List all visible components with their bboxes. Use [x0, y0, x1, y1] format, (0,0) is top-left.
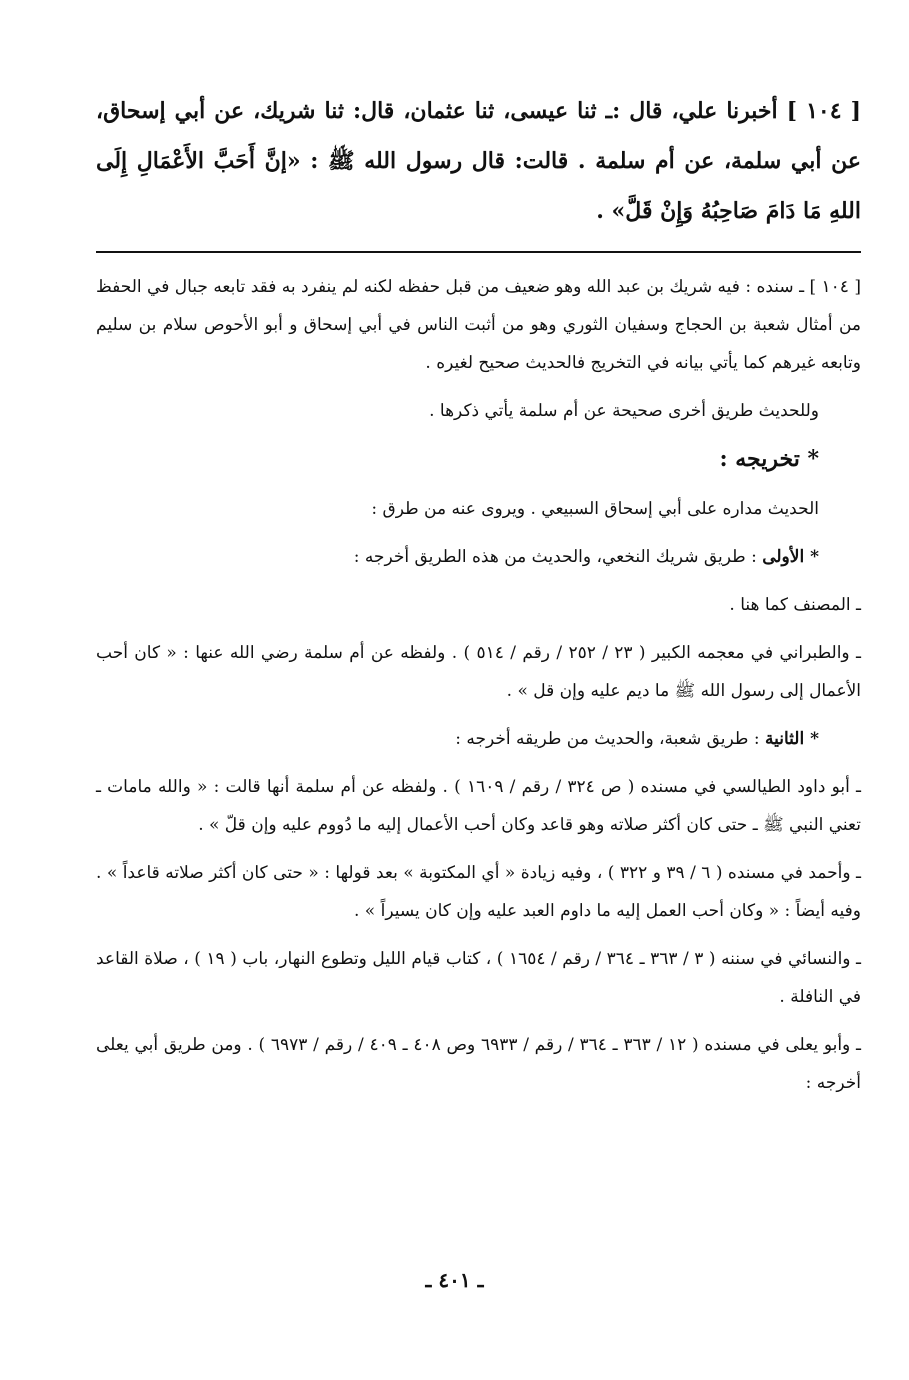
main-text	[96, 86, 861, 236]
source-ahmad: ـ وأحمد في مسنده ( ٦ / ٣٩ و ٣٢٢ ) ، وفيه زيادة « أي المكتوبة » بعد قولها : « حتى كان أكثر صلاته قاعداً » . وفيه أيضاً : « وكان أحب العمل إليه ما داوم العبد عليه وإن كان يسيراً » .	[96, 863, 861, 921]
route-first	[96, 538, 861, 576]
source-musannif: ـ المصنف كما هنا .	[729, 595, 861, 615]
footnote-divider	[96, 251, 861, 253]
route-second	[96, 720, 861, 758]
hadith-paragraph: [ ١٠٤ ] أخبرنا علي، قال :ـ ثنا عيسى، ثنا عثمان، قال: ثنا شريك، عن أبي إسحاق، عن أبي سلمة، عن أم سلمة . قالت: قال رسول الله ﷺ : «إنَّ أَحَبَّ الأَعْمَالِ إِلَى اللهِ مَا دَامَ صَاحِبُهُ وَإِنْ قَلَّ» .	[96, 98, 861, 224]
takhrij-intro: الحديث مداره على أبي إسحاق السبيعي . ويروى عنه من طرق :	[371, 499, 819, 519]
page-number: ـ ٤٠١ ـ	[425, 1268, 484, 1292]
footnotes	[96, 268, 861, 1112]
takhrij-heading: * تخريجه :	[719, 446, 819, 472]
source-nasai: ـ والنسائي في سننه ( ٣ / ٣٦٣ ـ ٣٦٤ / رقم / ١٦٥٤ ) ، كتاب قيام الليل وتطوع النهار، باب ( ١٩ ) ، صلاة القاعد في النافلة .	[96, 949, 861, 1007]
route-first-text: : طريق شريك النخعي، والحديث من هذه الطريق أخرجه :	[353, 547, 757, 567]
route-first-label: * الأولى	[762, 547, 819, 567]
route-second-label: * الثانية	[765, 729, 819, 749]
chain-note: [ ١٠٤ ] ـ سنده : فيه شريك بن عبد الله وهو ضعيف من قبل حفظه لكنه لم ينفرد به فقد تابعه جبال في الحفظ من أمثال شعبة بن الحجاج وسفيان الثوري وهو من أثبت الناس في أبي إسحاق و أبو الأحوص سلام بن سليم وتابعه غيرهم كما يأتي بيانه في التخريج فالحديث صحيح لغيره .	[96, 277, 861, 373]
source-tabarani: ـ والطبراني في معجمه الكبير ( ٢٣ / ٢٥٢ / رقم / ٥١٤ ) . ولفظه عن أم سلمة رضي الله عنها : « كان أحب الأعمال إلى رسول الله ﷺ ما ديم عليه وإن قل » .	[96, 643, 861, 701]
other-route-note: وللحديث طريق أخرى صحيحة عن أم سلمة يأتي ذكرها .	[429, 401, 819, 421]
source-tayalisi: ـ أبو داود الطيالسي في مسنده ( ص ٣٢٤ / رقم / ١٦٠٩ ) . ولفظه عن أم سلمة أنها قالت : « والله مامات ـ تعني النبي ﷺ ـ حتى كان أكثر صلاته وهو قاعد وكان أحب الأعمال إليه ما دُووم عليه وإن قلّ » .	[96, 777, 862, 835]
route-second-text: : طريق شعبة، والحديث من طريقه أخرجه :	[455, 729, 760, 749]
source-abu-yala: ـ وأبو يعلى في مسنده ( ١٢ / ٣٦٣ ـ ٣٦٤ / رقم / ٦٩٣٣ وص ٤٠٨ ـ ٤٠٩ / رقم / ٦٩٧٣ ) . ومن طريق أبي يعلى أخرجه :	[96, 1035, 861, 1093]
